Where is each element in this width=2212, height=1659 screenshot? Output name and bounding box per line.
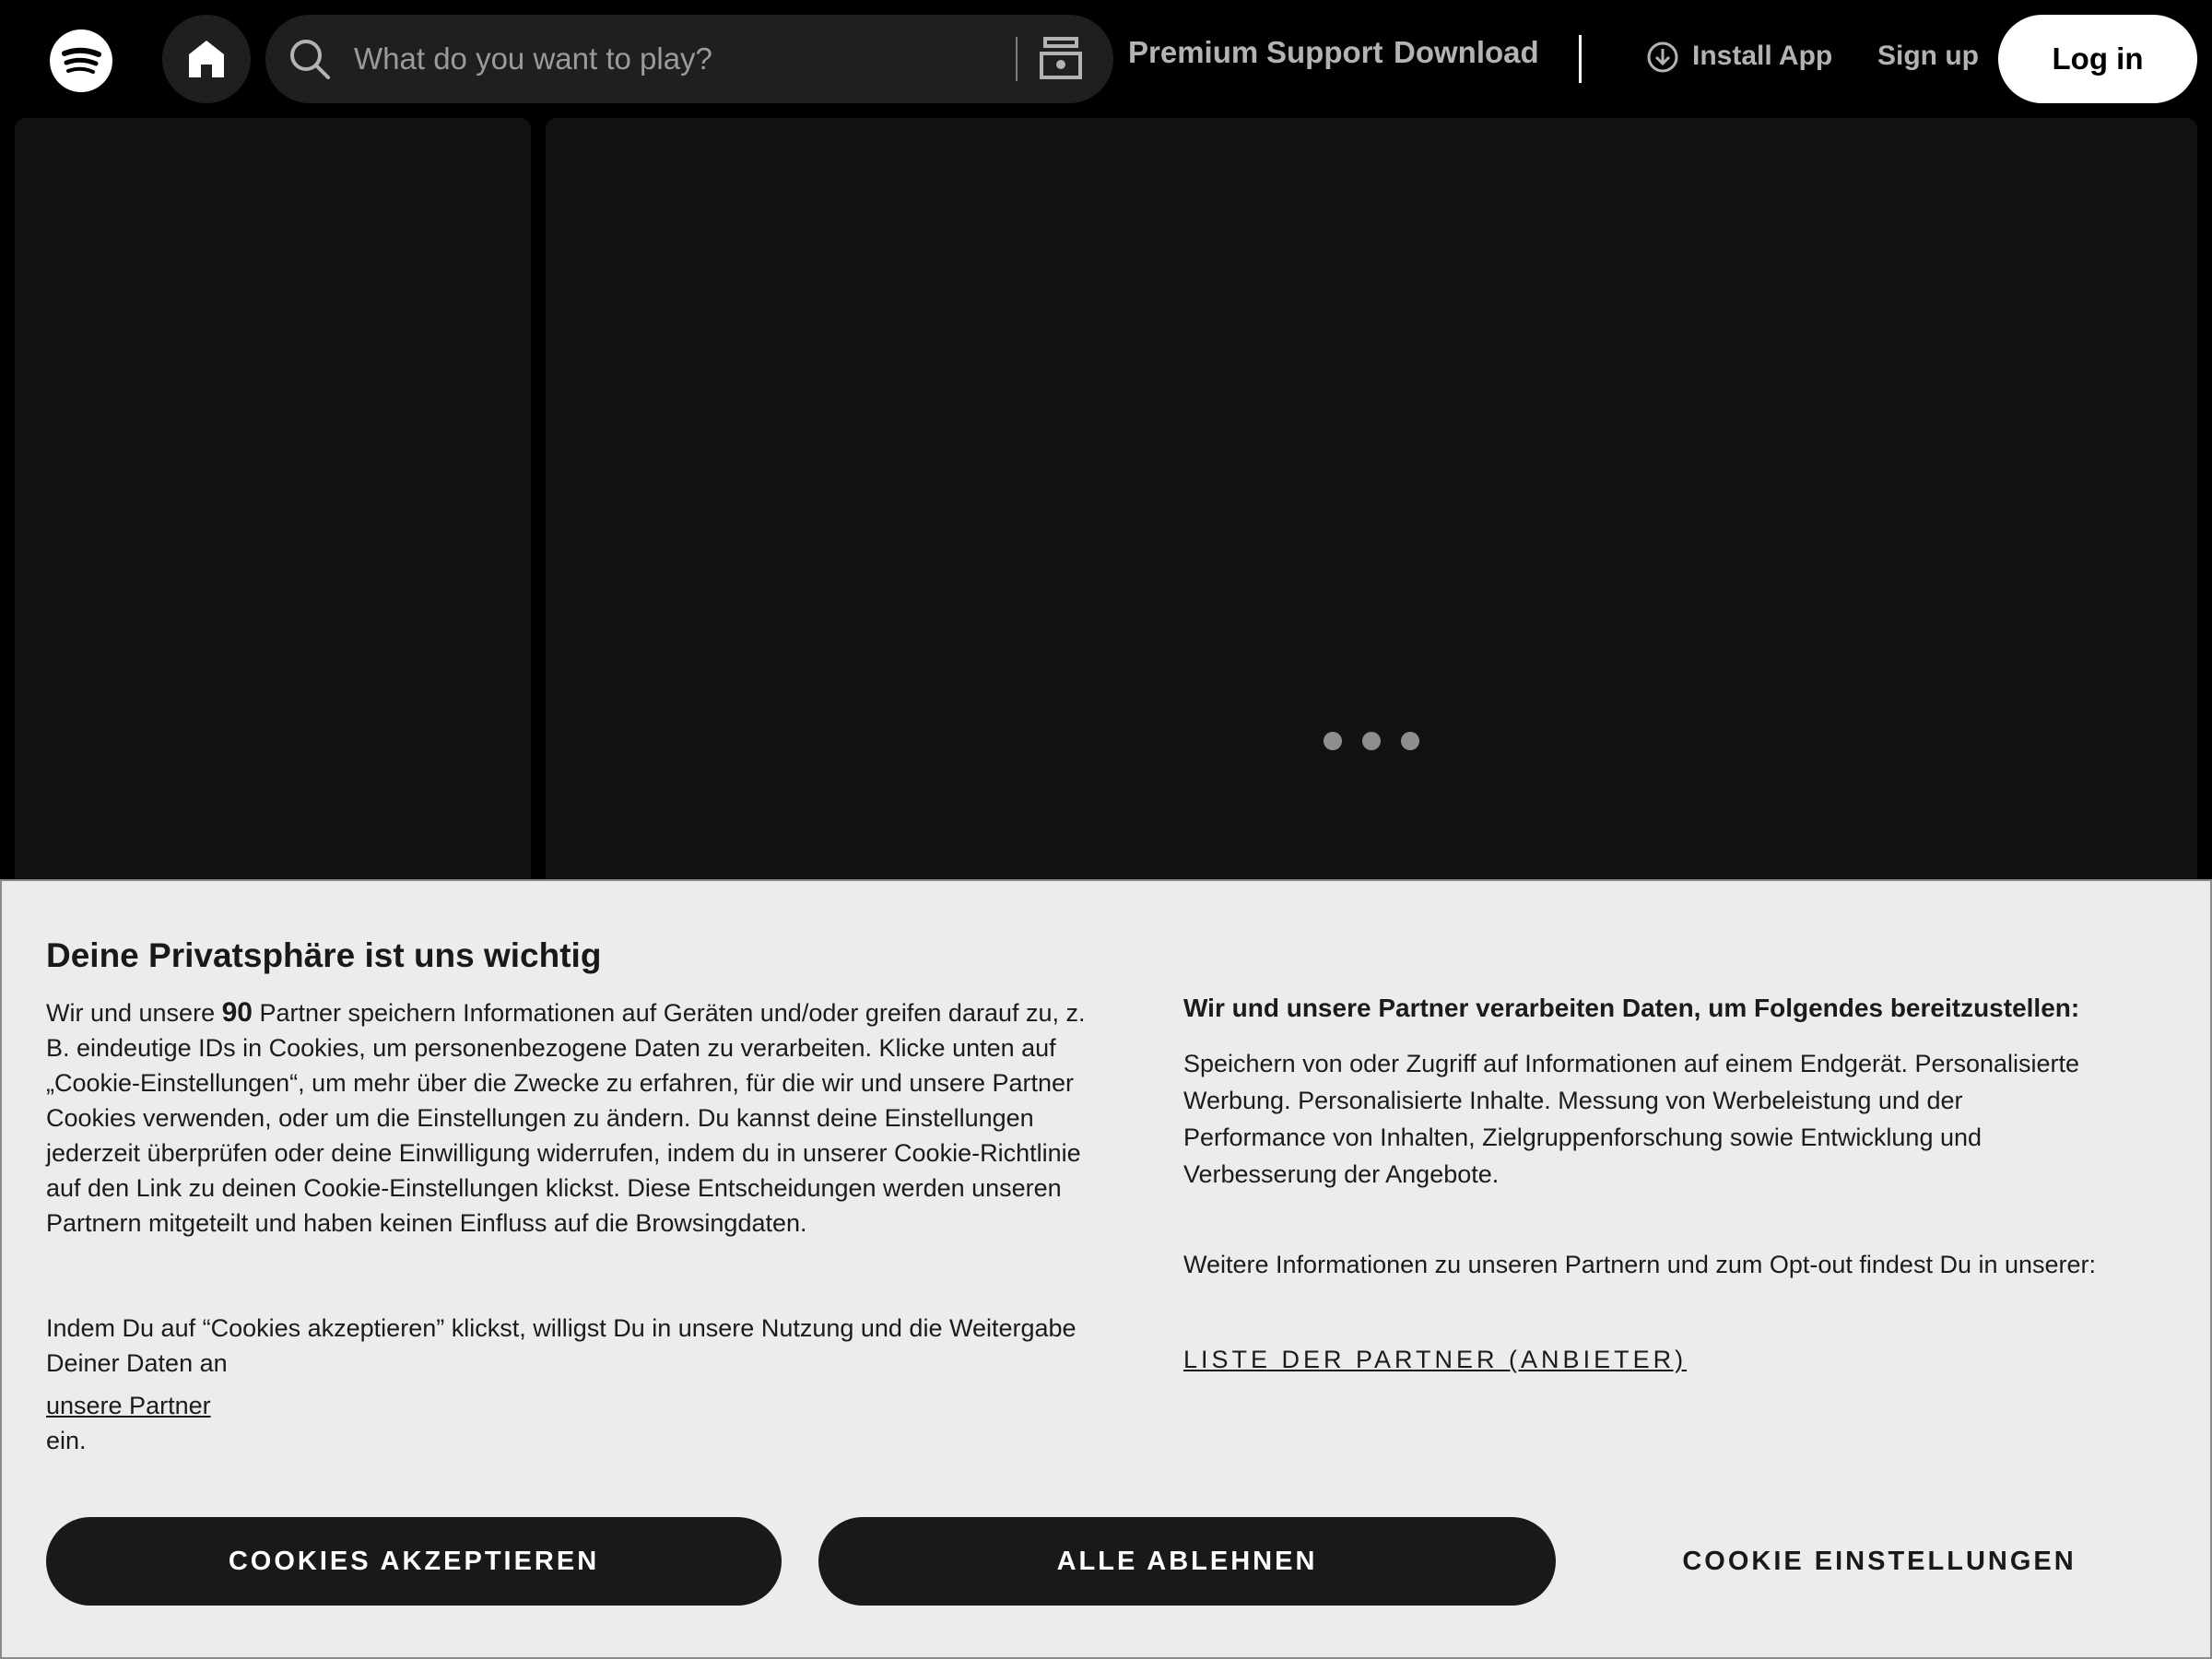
premium-link[interactable]: Premium <box>1128 35 1259 69</box>
accept-cookies-button[interactable]: COOKIES AKZEPTIEREN <box>46 1517 782 1606</box>
consent-text: Indem Du auf “Cookies akzeptieren” klickst, willigst Du in unsere Nutzung und die Weitergabe Deiner Daten an <box>46 1314 1077 1377</box>
nav-separator <box>1579 35 1582 83</box>
library-panel <box>15 118 531 892</box>
browse-icon[interactable] <box>1038 33 1084 85</box>
main-content-panel <box>546 118 2197 892</box>
vendor-list-link[interactable]: LISTE DER PARTNER (ANBIETER) <box>1183 1346 1688 1373</box>
purposes-title: Wir und unsere Partner verarbeiten Daten, um Folgendes bereitzustellen: <box>1183 994 2080 1022</box>
loading-dot <box>1401 732 1419 750</box>
search-input[interactable] <box>354 33 1073 85</box>
reject-all-button[interactable]: ALLE ABLEHNEN <box>818 1517 1556 1606</box>
cookie-banner-title: Deine Privatsphäre ist uns wichtig <box>46 936 602 974</box>
search-icon <box>288 37 332 81</box>
cookie-banner <box>0 879 2212 1659</box>
our-partners-link[interactable]: unsere Partner <box>46 1392 211 1419</box>
loading-dot <box>1362 732 1381 750</box>
opt-out-text: Weitere Informationen zu unseren Partnern und zum Opt-out findest Du in unserer: <box>1183 1251 2097 1278</box>
home-icon <box>187 39 226 79</box>
install-app-label: Install App <box>1692 41 1833 71</box>
cookie-banner-body <box>46 995 1088 1241</box>
log-in-button[interactable]: Log in <box>1998 15 2197 103</box>
body-prefix: Wir und unsere <box>46 999 222 1027</box>
top-bar <box>0 0 2212 118</box>
download-link[interactable]: Download <box>1394 35 1539 69</box>
spotify-logo-icon[interactable] <box>50 29 112 92</box>
search-divider <box>1016 37 1018 81</box>
download-circle-icon <box>1646 41 1679 74</box>
body-suffix: Partner speichern Informationen auf Geräten und/oder greifen darauf zu, z. B. eindeutige IDs in Cookies, um personenbezogene Daten zu verarbeiten. Klicke unten auf „Cookie-Einstellungen“, um mehr über die Zwecke zu erfahren, für die wir und unsere Partner Cookies verwenden, oder um die Einstellungen zu ändern. Du kannst deine Einstellungen jederzeit überprüfen oder deine Einwilligung widerrufen, indem du in unserer Cookie-Richtlinie auf den Link zu deinen Cookie-Einstellungen klickst. Diese Entscheidungen werden unseren Partnern mitgeteilt und haben keinen Einfluss auf die Browsingdaten. <box>46 999 1086 1237</box>
cookie-settings-button[interactable]: COOKIE EINSTELLUNGEN <box>1682 1547 2077 1576</box>
partner-count: 90 <box>221 997 253 1028</box>
search-bar[interactable] <box>265 15 1113 103</box>
consent-end-text: ein. <box>46 1427 87 1454</box>
purposes-text: Speichern von oder Zugriff auf Informationen auf einem Endgerät. Personalisierte Werbung. Personalisierte Inhalte. Messung von Werbeleistung und der Performance von Inhalten, Zielgruppenforschung sowie Entwicklung und Verbesserung der Angebote. <box>1183 1050 2080 1188</box>
loading-dot <box>1324 732 1342 750</box>
sign-up-button[interactable]: Sign up <box>1877 41 1979 71</box>
home-button[interactable] <box>162 15 251 103</box>
support-link[interactable]: Support <box>1266 35 1383 69</box>
loading-indicator <box>1324 732 1425 750</box>
